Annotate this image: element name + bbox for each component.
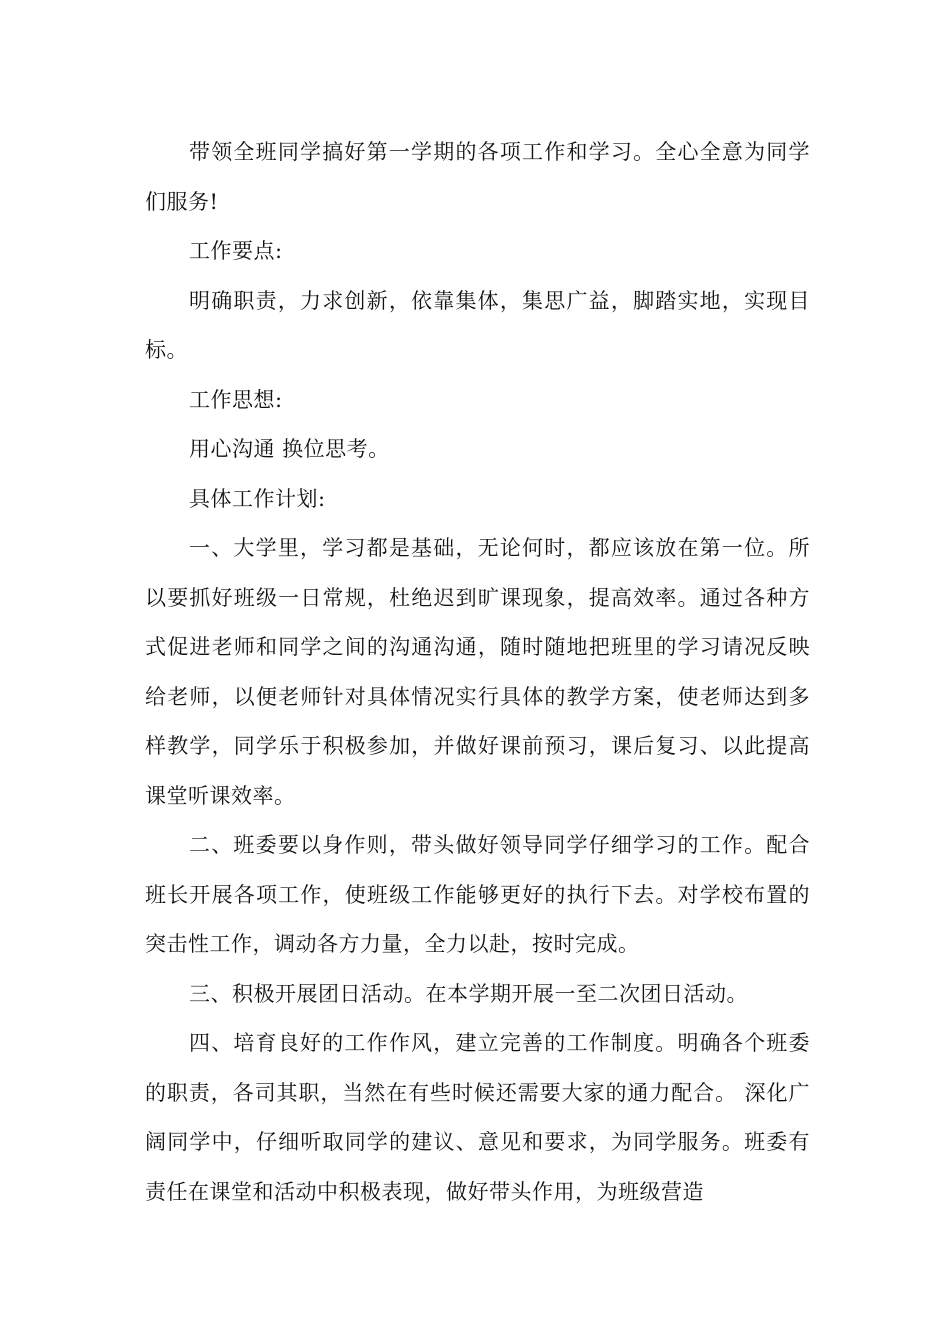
heading-work-plan: 具体工作计划: <box>189 486 326 511</box>
document-body <box>145 128 810 1217</box>
paragraph-plan-item-3: 三、积极开展团日活动。在本学期开展一至二次团日活动。 <box>189 981 748 1006</box>
heading-work-points: 工作要点: <box>189 239 283 263</box>
heading-work-thinking: 工作思想: <box>189 387 283 412</box>
paragraph-work-points: 明确职责，力求创新，依靠集体，集思广益，脚踏实地，实现目标。 <box>145 288 810 362</box>
paragraph-plan-item-2: 二、班委要以身作则，带头做好领导同学仔细学习的工作。配合班长开展各项工作，使班级工作能够更好的执行下去。对学校布置的突击性工作，调动各方力量，全力以赴，按时完成。 <box>145 833 810 956</box>
paragraph-plan-item-4: 四、培育良好的工作作风，建立完善的工作制度。明确各个班委的职责，各司其职，当然在有些时候还需要大家的通力配合。 深化广阔同学中，仔细听取同学的建议、意见和要求，为同学服务。班委有责任在课堂和活动中积极表现，做好带头作用，为班级营造 <box>145 1031 810 1204</box>
paragraph-work-thinking: 用心沟通 换位思考。 <box>189 437 390 461</box>
paragraph-intro: 带领全班同学搞好第一学期的各项工作和学习。全心全意为同学们服务! <box>145 140 810 214</box>
paragraph-plan-item-1: 一、大学里，学习都是基础，无论何时，都应该放在第一位。所以要抓好班级一日常规，杜绝迟到旷课现象，提高效率。通过各种方式促进老师和同学之间的沟通沟通，随时随地把班里的学习请况反映给老师，以便老师针对具体情况实行具体的教学方案，使老师达到多样教学，同学乐于积极参加，并做好课前预习，课后复习、以此提高课堂听课效率。 <box>145 536 810 808</box>
